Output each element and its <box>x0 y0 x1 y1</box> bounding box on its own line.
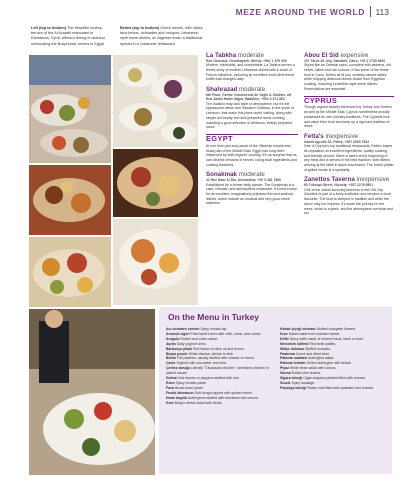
dish-description: Broad bean purée. <box>173 385 204 390</box>
dish-name: Patlıcan kebabı <box>280 361 306 366</box>
section-intro-cyprus: Though argued heavily influenced by Turkey and Greece as well as the Middle East, Cyprus nonetheless proudly possesses its own culinary traditions. The Cypriots love and value their food and keep up a vigorous tradition of meze. <box>304 105 392 129</box>
section-intro-egypt: At one time part and parcel of the Ottoman empire and today part of the Middle East, Egypt has long been influenced by both regions' cooking. It's no surprise that its own distinct versions of mezes, using local ingredients and cooking traditions. <box>206 143 297 167</box>
dish-name: Çerkez tavuğu <box>166 366 190 371</box>
dish-description: Filo pastries, usually stuffed with cheese or mince. <box>175 356 255 361</box>
restaurant-name: Sonakmak moderate <box>206 171 265 179</box>
menu-item <box>166 366 274 376</box>
photo-greek-mezes <box>113 55 198 147</box>
restaurant-entry <box>206 86 298 130</box>
restaurant-name: Abou El Sid expensive <box>304 52 369 59</box>
dish-name: Kabak çiçeği dolması <box>280 327 316 331</box>
photo-lebanese-meze <box>113 149 198 217</box>
photo-istanbul-alfresco <box>29 165 111 235</box>
dish-description: Literally "Circassian chicken": shredded chicken in walnut sauce. <box>166 366 269 376</box>
dish-description: Cured and dried beef. <box>294 351 330 356</box>
restaurant-entry <box>206 171 298 206</box>
restaurant-description: Modern, minimalist, and comfortable, La Tabkha serves a terrific array of modern Lebanese dishes with a touch of French influence, including an excellent lunch-time meze buffet that changes daily. <box>206 63 295 82</box>
restaurant-address: 65 Trikoupi Street, Nicosia; +357 2276 5501 <box>304 183 374 188</box>
restaurant-description: Established by a former belly dancer, The Sonakmak is a calm, intimate, and atmospheric restaurant. It's best known for its excellent, imaginatively prepared fish and seafood dishes, which include an unusual and very good meze selection. <box>206 182 298 206</box>
price-band: moderate <box>239 86 266 94</box>
dish-name: Piyaz <box>280 366 289 371</box>
dish-description: Spicy balls made of minced meat, lamb or beef. <box>288 336 364 341</box>
restaurant-description: The location may lack style or atmosphere, but it's the spectacular views over Beaufort Chateau, in the south of Lebanon, that make this place worth visiting, along with simple but hearty and well-prepared home cooking, including a good selection of delicious, freshly prepared meze. <box>206 101 294 130</box>
price-band: inexpensive <box>325 132 359 140</box>
caption-lead: Below (top to bottom) <box>120 26 160 30</box>
photo-lebanese-restaurant <box>29 309 155 475</box>
photo-egypt-mezes <box>29 237 111 307</box>
dish-description: Red beans in olive oil and lemon. <box>192 346 245 351</box>
price-band: moderate <box>238 171 265 179</box>
dish-name: Patlıcan salatası <box>280 356 308 361</box>
dish-name: Sucuk <box>280 380 291 385</box>
dish-description: Yoghurt with cucumber and mint. <box>175 361 228 366</box>
dish-name: Paçanga böreği <box>280 385 307 390</box>
restaurant-entry <box>304 133 394 173</box>
section-heading-cyprus: CYPRUS <box>304 96 394 104</box>
dish-description: Vine leaves or peppers stuffed with rice. <box>176 376 240 381</box>
dish-description: Red lentil patties. <box>308 341 337 346</box>
menu-column-left <box>166 327 274 406</box>
restaurant-address: 6th Floor, Centre Commercial de Yoghi & Simbirs, off Rue Abdul Halim Najjar, Baakline; +961 5 371 884 <box>206 93 292 102</box>
dish-name: Beyaz peynir <box>166 351 188 356</box>
dish-name: Sigara böreği <box>280 376 303 381</box>
dish-description: Stuffed mussels. <box>304 346 331 351</box>
dish-description: Salty yoghurt drink. <box>175 341 207 346</box>
dish-name: Köfte <box>280 336 289 341</box>
dish-name: Kısır <box>166 400 174 405</box>
photo-caption-right <box>120 26 205 47</box>
photo-algerian-feast <box>113 219 198 305</box>
dish-description: Spicy sausage. <box>290 380 316 385</box>
dish-description: Aubergines stuffed with tomatoes and onions. <box>187 395 259 400</box>
dish-description: Rolled vine leaves. <box>290 371 322 376</box>
dish-description: White cheese, similar to feta. <box>187 351 234 356</box>
photo-caption-left <box>31 26 111 47</box>
restaurant-address: Ioanni Agrotis 33, Pafos; +357 2693 7822 <box>304 139 370 144</box>
menu-item <box>166 401 274 406</box>
section-heading-egypt: EGYPT <box>206 134 298 142</box>
restaurant-name: La Tabkha moderate <box>206 52 265 59</box>
menu-column-right <box>280 327 388 391</box>
caption-text: The beautiful rooftop terrace of the Al-Kuwaiti restaurant in Damascus, Syria; alfresco dining in Istanbul, overlooking the Bosphorus; mezes in Egypt <box>31 26 106 46</box>
dish-description: Stuffed courgette flowers. <box>315 327 357 331</box>
dish-name: Arugula <box>166 336 180 341</box>
restaurant-name: Zanettos Taverna inexpensive <box>304 176 390 184</box>
restaurant-entry <box>304 176 394 216</box>
price-band: expensive <box>340 52 369 59</box>
dish-name: Mercimek köftesi <box>280 341 309 346</box>
restaurant-description: One of Cyprus's top traditional restaurants, Fetta's bases its reputation on excellent ingredients, quality cooking, and friendly service. Meze is taken at the beginning of any meal and is served in the best tradition, with dishes arriving at the table in quick succession. The mixed platter of grilled meats is a speciality. <box>304 144 394 172</box>
listings-middle-column <box>206 52 298 210</box>
restaurant-name: Fetta's inexpensive <box>304 132 359 140</box>
dish-description: Pastry rolls filled with pastrami and cheese. <box>306 385 375 390</box>
dish-description: Spicy tomato paste. <box>175 380 207 385</box>
dish-description: Fried lamb's liver with chilli, onion, and cumin. <box>189 331 262 336</box>
dish-name: Sarma <box>280 371 291 376</box>
page-header <box>0 0 401 20</box>
dish-name: Acı domates ezmesi <box>166 327 200 331</box>
restaurant-description: Styled like an Oriental salon, complete with lanterns, old velvet, kilims and rich colours, it has some of the finest food in Cairo. Diners sit at low, ornately carved tables while enjoying delicious dishes drawn from Egyptian cooking, including Levantine-style meze dishes. Reservations are essential. <box>304 63 391 91</box>
dish-name: Ezme <box>166 380 176 385</box>
price-band: moderate <box>237 52 265 59</box>
restaurant-name: Shahrazad moderate <box>206 86 266 94</box>
menu-title: On the Menu in Turkey <box>168 312 259 322</box>
dish-name: Barbunya pilaki <box>166 346 193 351</box>
running-header: MEZE AROUND THE WORLD <box>235 7 365 17</box>
dish-description: Bulgur wheat salad with herbs. <box>173 400 223 405</box>
dish-description: Cigar-shaped pastries filled with cheese. <box>302 376 367 381</box>
dish-description: White bean salad with onions. <box>288 366 337 371</box>
dish-name: Börek <box>166 356 176 361</box>
dish-name: Midye dolması <box>280 346 305 351</box>
dish-description: Rocket and onion salad. <box>179 336 218 341</box>
menu-item <box>280 386 388 391</box>
dish-description: Spicy tomato dip. <box>199 327 228 331</box>
price-band: inexpensive <box>356 176 390 184</box>
dish-name: Ayran <box>166 341 176 346</box>
listings-right-column <box>304 52 394 220</box>
photo-rooftop-terrace <box>29 55 111 163</box>
restaurant-description: One of the oldest surviving tavernas in the Old City, Zanettos is part of a lively institution and remains a local favourite. The food is steeped in tradition and while the decor may not impress, it's worth the journey for the meze, which is superb, and the atmosphere convivial and fun. <box>304 187 393 216</box>
header-divider <box>370 6 371 17</box>
dish-name: Arnavut ciğeri <box>166 331 190 336</box>
page-number: 113 <box>375 7 389 17</box>
dish-name: Fava <box>166 385 174 390</box>
restaurant-address: 42 Rue Nasr Al Din, Alexandria; +20 3 481 1560 <box>206 178 282 183</box>
dish-name: İmam bayıldı <box>166 395 188 400</box>
restaurant-entry <box>304 52 394 92</box>
dish-description: Grilled aubergine with kebab. <box>305 361 352 366</box>
restaurant-entry <box>206 52 298 82</box>
dish-name: Kısır <box>280 331 288 336</box>
restaurant-address: 157 Tarek 26 July, Zamalek, Cairo; +20 2 2735 9640 <box>304 59 386 63</box>
dish-name: Cacık <box>166 361 176 366</box>
caption-text: Greek mezes, with olives, fava beans, dolmades and octopus; Lebanese-style meze dishes; an Algerian feast; a traditional spread in a Lebanese restaurant <box>120 26 204 46</box>
dish-description: Salad made from cracked wheat. <box>287 331 340 336</box>
dish-description: Soft dough topped with spiced mince. <box>193 390 253 395</box>
restaurant-address: Rue Gouraud, Gemmayzeh, Beirut; +961 1 579 000 <box>206 59 287 63</box>
caption-lead: Left (top to bottom) <box>31 26 67 30</box>
dish-name: Pastırma <box>280 351 295 356</box>
dish-name: Fındık lahmacun <box>166 390 194 395</box>
dish-description: Aubergine salad. <box>307 356 335 361</box>
dish-name: Dolma <box>166 376 177 381</box>
